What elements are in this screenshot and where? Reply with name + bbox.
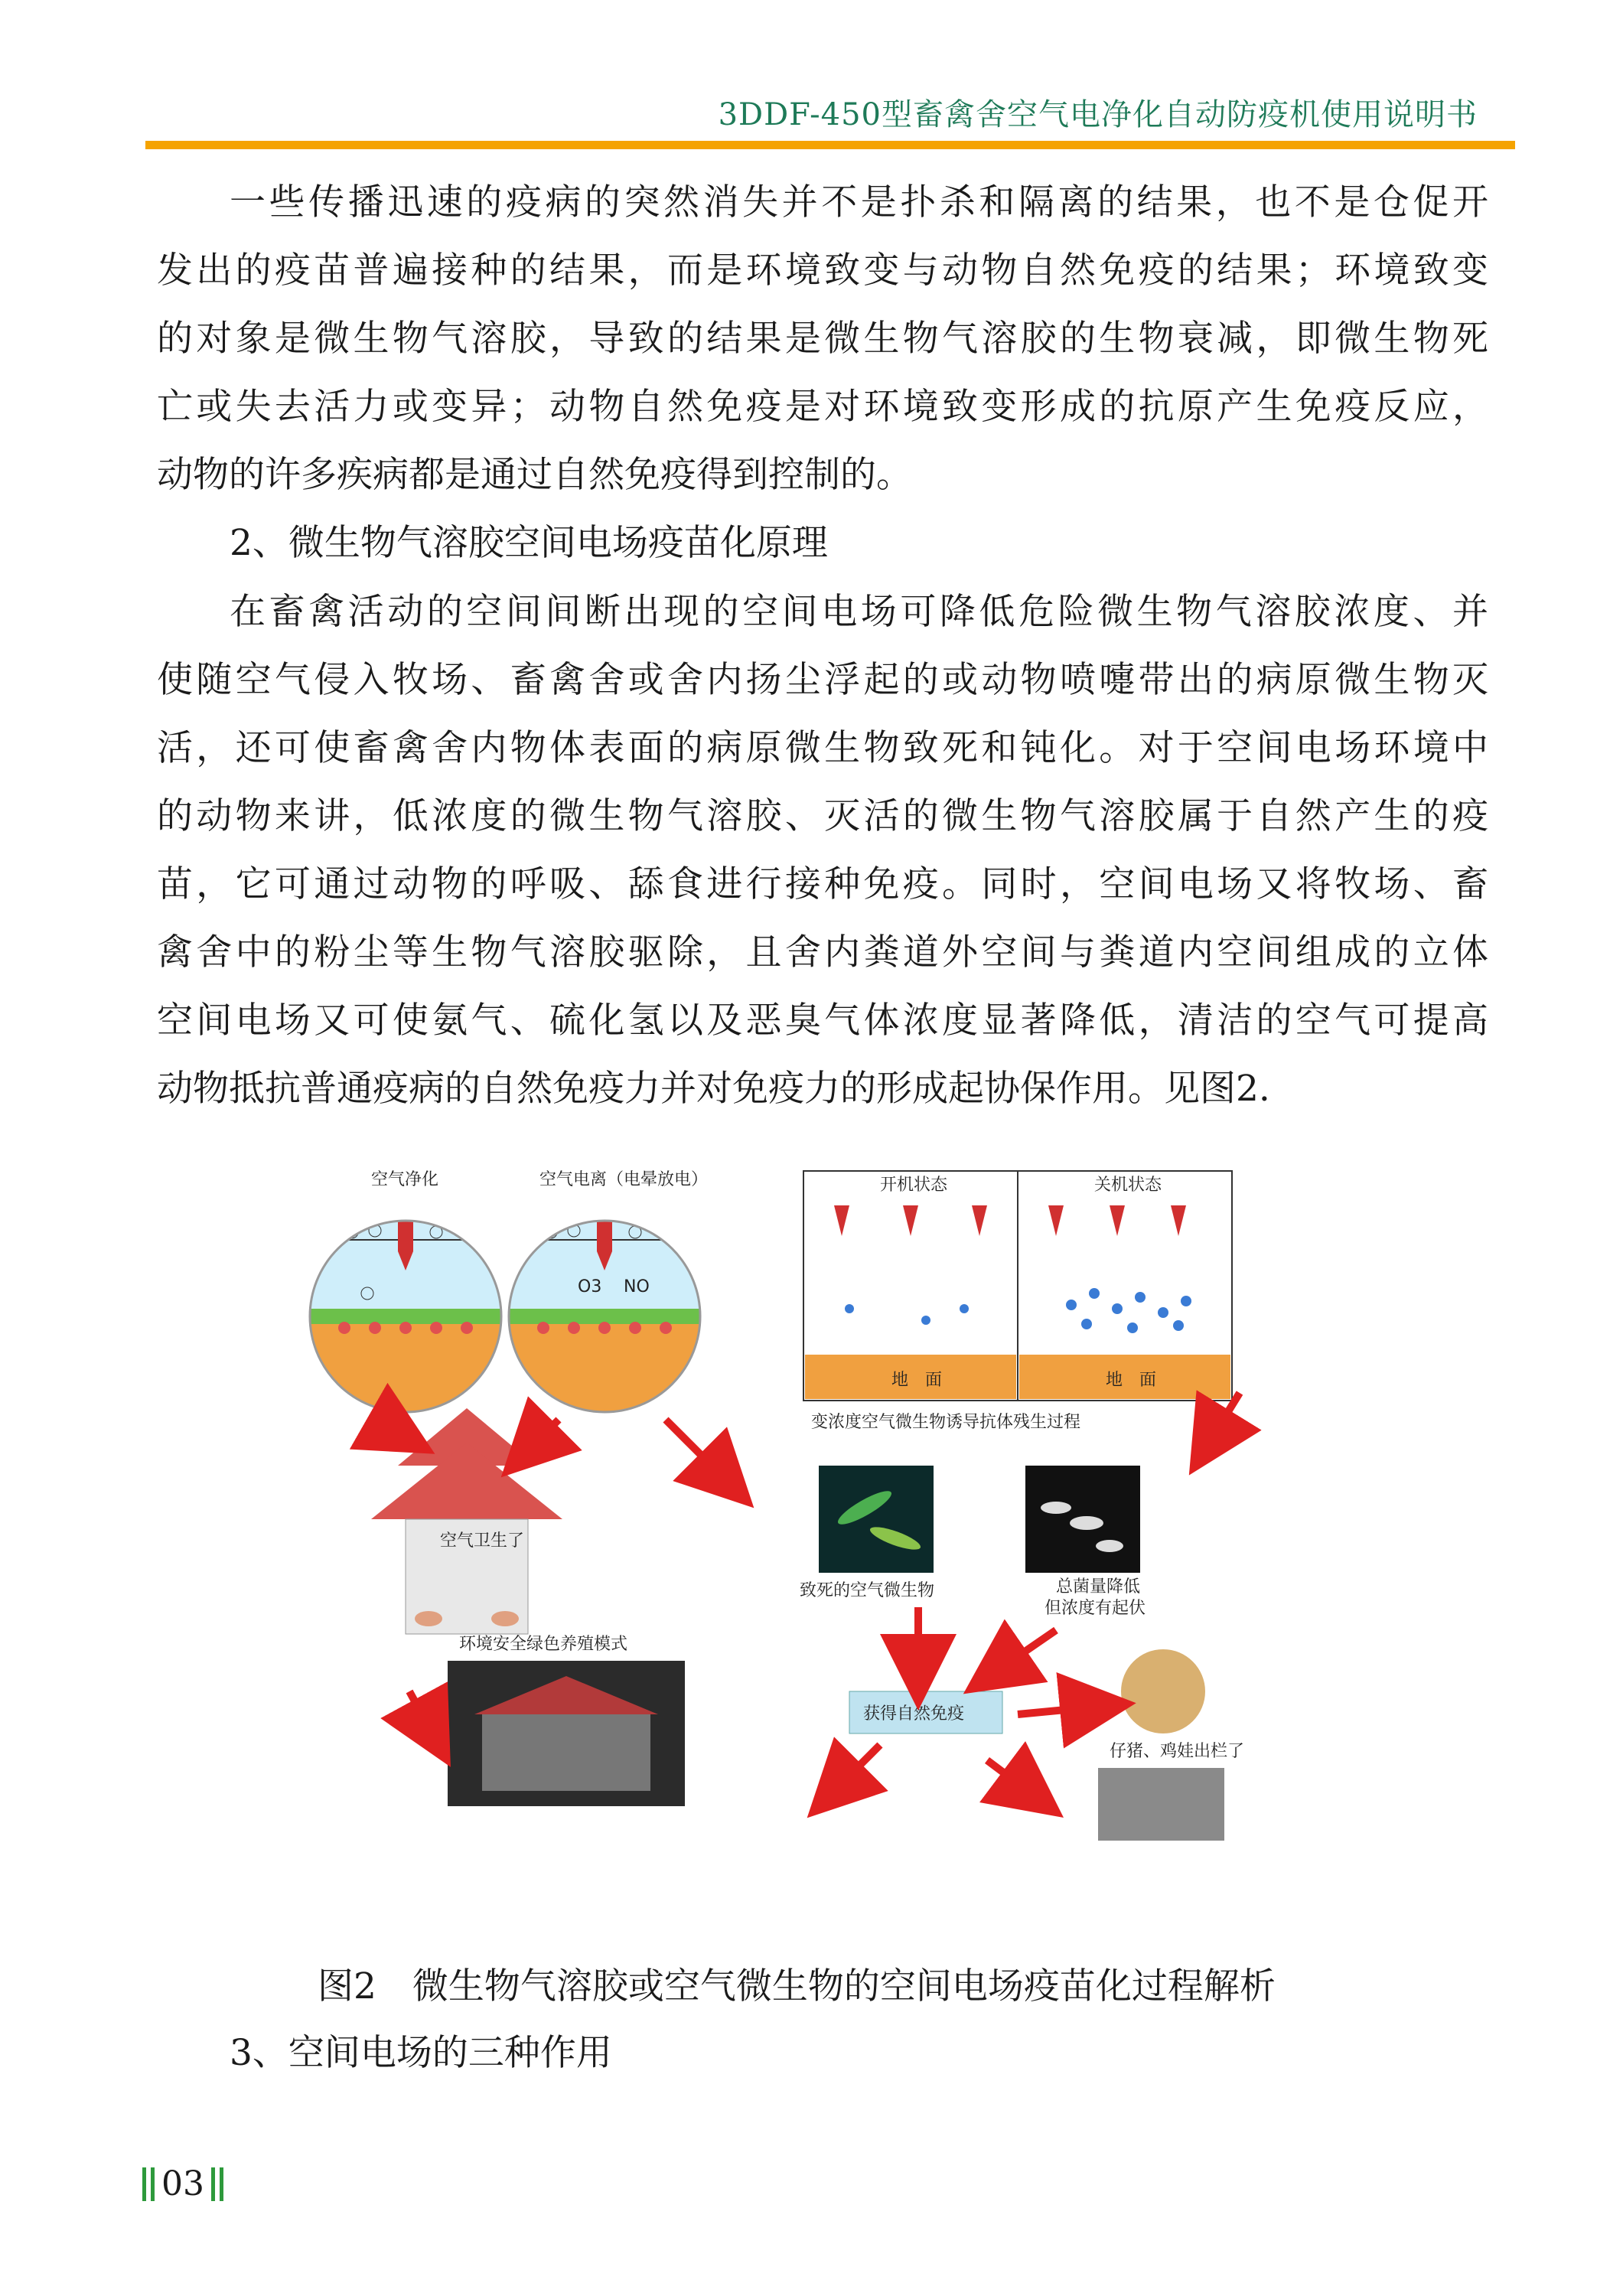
footer-bar-icon xyxy=(142,2167,146,2201)
label-outgoing: 仔猪、鸡娃出栏了 xyxy=(1110,1742,1245,1761)
header-rule xyxy=(145,141,1515,149)
paragraph-line: 空间电场又可使氨气、硫化氢以及恶臭气体浓度显著降低，清洁的空气可提高 xyxy=(157,1000,1488,1042)
figure-2 xyxy=(298,1163,1331,1887)
paragraph-line: 的动物来讲，低浓度的微生物气溶胶、灭活的微生物气溶胶属于自然产生的疫 xyxy=(157,795,1488,837)
header-title: 3DDF-450型畜禽舍空气电净化自动防疫机使用说明书 xyxy=(718,97,1478,132)
label-air-ionize: 空气电离（电晕放电） xyxy=(539,1170,709,1189)
label-immunity: 获得自然免疫 xyxy=(863,1704,965,1724)
page-number: 03 xyxy=(161,2164,204,2203)
paragraph-line: 的对象是微生物气溶胶，导致的结果是微生物气溶胶的生物衰减，即微生物死 xyxy=(157,318,1488,360)
label-reduced-2: 但浓度有起伏 xyxy=(1045,1599,1146,1618)
pigs-image xyxy=(1098,1768,1224,1841)
paragraph-line: 一些传播迅速的疫病的突然消失并不是扑杀和隔离的结果，也不是仓促开 xyxy=(230,181,1488,223)
section-heading-3: 3、空间电场的三种作用 xyxy=(230,2032,612,2074)
label-ground-off: 地 面 xyxy=(1106,1371,1157,1390)
air-purify-circle xyxy=(306,1217,505,1416)
figure-caption: 图2 微生物气溶胶或空气微生物的空间电场疫苗化过程解析 xyxy=(318,1965,1276,2007)
label-lethal: 致死的空气微生物 xyxy=(800,1581,935,1600)
paragraph-line: 禽舍中的粉尘等生物气溶胶驱除，且舍内粪道外空间与粪道内空间组成的立体 xyxy=(157,931,1488,974)
label-power-on: 开机状态 xyxy=(880,1176,948,1195)
label-power-off: 关机状态 xyxy=(1094,1176,1162,1195)
section-heading-2: 2、微生物气溶胶空间电场疫苗化原理 xyxy=(230,522,828,564)
paragraph-line: 亡或失去活力或变异；动物自然免疫是对环境致变形成的抗原产生免疫反应， xyxy=(157,386,1488,428)
label-process: 变浓度空气微生物诱导抗体残生过程 xyxy=(811,1413,1081,1432)
label-ground-on: 地 面 xyxy=(891,1371,943,1390)
label-no: NO xyxy=(624,1277,650,1296)
lethal-microbes-image xyxy=(819,1466,934,1573)
chicken-image xyxy=(1121,1649,1205,1733)
label-reduced-1: 总菌量降低 xyxy=(1056,1577,1141,1596)
green-farm-image xyxy=(448,1661,685,1806)
paragraph-line: 苗，它可通过动物的呼吸、舔食进行接种免疫。同时，空间电场又将牧场、畜 xyxy=(157,863,1488,905)
paragraph-1 xyxy=(157,168,1488,509)
footer-bar-icon xyxy=(211,2167,215,2201)
paragraph-line: 动物抵抗普通疫病的自然免疫力并对免疫力的形成起协保作用。见图2. xyxy=(157,1068,1270,1110)
paragraph-line: 动物的许多疾病都是通过自然免疫得到控制的。 xyxy=(157,454,912,496)
label-air-clean: 空气卫生了 xyxy=(440,1531,525,1551)
state-comparison-panel xyxy=(803,1171,1232,1401)
footer-bar-icon xyxy=(151,2167,155,2201)
page-footer xyxy=(140,2164,226,2203)
paragraph-line: 发出的疫苗普遍接种的结果，而是环境致变与动物自然免疫的结果；环境致变 xyxy=(157,249,1488,292)
footer-bar-icon xyxy=(220,2167,223,2201)
label-air-purify: 空气净化 xyxy=(371,1170,439,1189)
paragraph-line: 使随空气侵入牧场、畜禽舍或舍内扬尘浮起的或动物喷嚏带出的病原微生物灭 xyxy=(157,659,1488,701)
air-ionize-circle xyxy=(505,1217,704,1416)
label-green-mode: 环境安全绿色养殖模式 xyxy=(459,1635,628,1654)
paragraph-2 xyxy=(157,578,1488,1123)
paragraph-line: 活，还可使畜禽舍内物体表面的病原微生物致死和钝化。对于空间电场环境中 xyxy=(157,727,1488,769)
label-o3: O3 xyxy=(578,1277,602,1296)
paragraph-line: 在畜禽活动的空间间断出现的空间电场可降低危险微生物气溶胶浓度、并 xyxy=(230,591,1488,633)
